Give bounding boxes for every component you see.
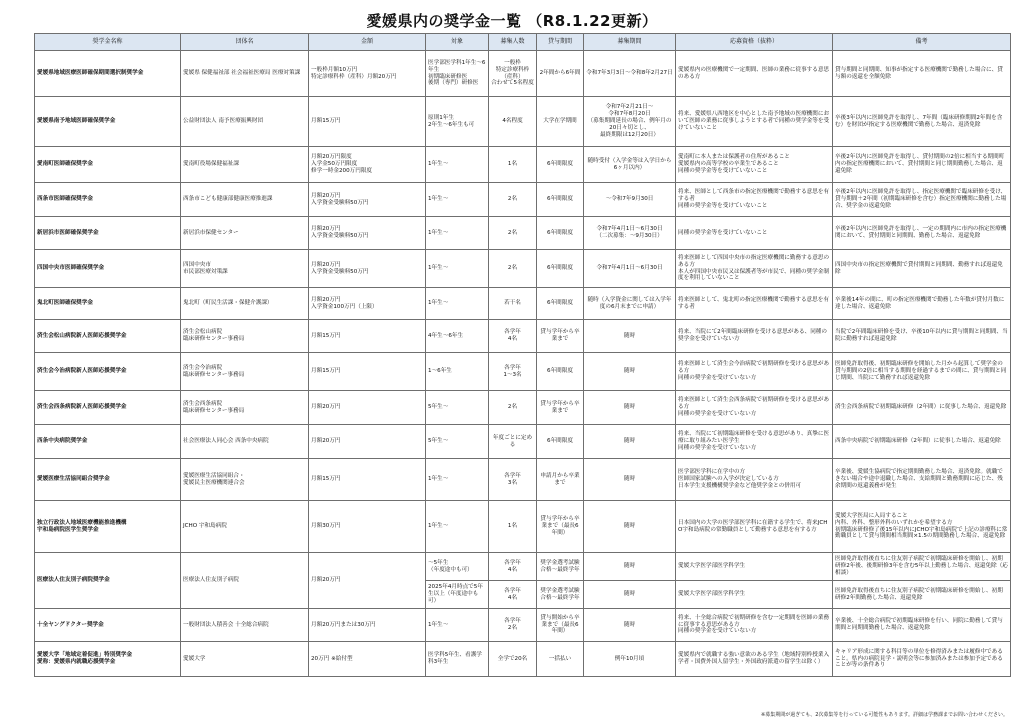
target: ～5年生 （年度途中も可） xyxy=(426,553,489,581)
target: 2025年4月時点で5年生以上（年度途中も可） xyxy=(426,581,489,609)
target: 1年生～ xyxy=(426,501,489,553)
notes: 卒業後14年の間に、町の指定医療機関で勤務した年数が貸付月数に達した場合、返還免除 xyxy=(833,288,1011,320)
application-period: 例年10月頃 xyxy=(584,642,676,677)
application-period: 令和7年4月1日～6月30日 xyxy=(584,250,676,288)
loan-period: 一括払い xyxy=(537,642,584,677)
loan-period: 6年間限度 xyxy=(537,147,584,183)
notes: 卒後2年以内に医師免許を取得し、貸付期間の2倍に相当する期間町内の指定医療機関において、貸付期間と同じ期間勤務した場合、返還免除 xyxy=(833,147,1011,183)
recruit-count: 1名 xyxy=(489,147,537,183)
recruit-count: 2名 xyxy=(489,391,537,425)
table-row xyxy=(35,183,1011,217)
qualification: 愛南町に本人または保護者の住所があること 愛媛県内の高等学校の卒業生であること 同種の奨学金等を受けていないこと xyxy=(676,147,833,183)
notes: 卒後2年以内に医師免許を取得し、一定の期間内に市内の指定医療機関において、貸付期間と同期間、勤務した場合、返還免除 xyxy=(833,217,1011,250)
notes: 当院で2年間臨床研修を受け、卒後10年以内に貸与期間と同期間、当院に勤務すれば返還免除 xyxy=(833,320,1011,353)
application-period: 随時 xyxy=(584,581,676,609)
recruit-count: 2名 xyxy=(489,217,537,250)
table-row xyxy=(35,501,1011,553)
scholarship-name: 医療法人住友別子病院奨学金 xyxy=(35,553,181,609)
recruit-count: 年度ごとに定める xyxy=(489,425,537,459)
notes: 医師免許取得後、初期臨床研修を開始した月から起算して奨学金の貸与期間の2倍に相当する期間を経過するまでの間に、貸与期間と同じ期間、当院にて勤務すれば返還免除 xyxy=(833,353,1011,391)
application-period: 随時 xyxy=(584,391,676,425)
scholarship-name: 済生会今治病院新人医師応援奨学金 xyxy=(35,353,181,391)
loan-period: 6年間限度 xyxy=(537,183,584,217)
organization: 済生会松山病院 臨床研修センター事務局 xyxy=(181,320,309,353)
organization: 公益財団法人 南予医療振興財団 xyxy=(181,97,309,147)
loan-period: 奨学金選考試験合格～最終学年 xyxy=(537,553,584,581)
loan-period: 6年間限度 xyxy=(537,353,584,391)
amount: 月額15万円 xyxy=(309,353,426,391)
footnote: ※募集期間が過ぎても、2次募集等を行っている可能性もあります。詳細は学務課までお問い合わせください。 xyxy=(761,712,1008,718)
table-row xyxy=(35,97,1011,147)
organization: 四国中央市 市民部医療対策課 xyxy=(181,250,309,288)
table-row xyxy=(35,391,1011,425)
amount: 月額15万円 xyxy=(309,320,426,353)
scholarship-name: 西条中央病院奨学金 xyxy=(35,425,181,459)
organization: 新居浜市保健センター xyxy=(181,217,309,250)
qualification: 将来医師として済生会西条病院で初期研修を受ける意思がある方 同種の奨学金を受けていない方 xyxy=(676,391,833,425)
loan-period: 6年間限度 xyxy=(537,425,584,459)
target: 4年生～6年生 xyxy=(426,320,489,353)
application-period: 随時 xyxy=(584,553,676,581)
scholarship-name: 鬼北町医師確保奨学金 xyxy=(35,288,181,320)
application-period: 令和7年4月1日～6月30日 （二次募集：～9月30日） xyxy=(584,217,676,250)
recruit-count: 各学年 4名 xyxy=(489,581,537,609)
amount: 月額20万円 入学資金受験料50万円 xyxy=(309,183,426,217)
amount: 月額30万円 xyxy=(309,501,426,553)
scholarship-table xyxy=(34,33,1011,677)
col-header-application-period: 募集期間 xyxy=(584,34,676,51)
organization: 済生会今治病院 臨床研修センター事務局 xyxy=(181,353,309,391)
notes: 卒後3年以内に医師免許を取得し、7年間（臨床研修期間2年間を含む）を財団が指定する医療機関で勤務した場合、返済免除 xyxy=(833,97,1011,147)
table-row xyxy=(35,553,1011,581)
col-header-target: 対象 xyxy=(426,34,489,51)
recruit-count: 全学で20名 xyxy=(489,642,537,677)
loan-period: 貸与学年から卒業まで xyxy=(537,320,584,353)
loan-period: 申請月から卒業まで xyxy=(537,459,584,501)
qualification: 将来医師として四国中央市の指定医療機関に勤務する意思のある方 本人が四国中央市民又は保護者等が市民で、同種の奨学金制度を利用していないこと xyxy=(676,250,833,288)
scholarship-name: 愛媛大学「地域定着促進」特別奨学金 愛称：愛媛県内就職応援奨学金 xyxy=(35,642,181,677)
col-header-name: 奨学金名称 xyxy=(35,34,181,51)
recruit-count: 各学年 4名 xyxy=(489,320,537,353)
scholarship-name: 済生会西条病院新人医師応援奨学金 xyxy=(35,391,181,425)
notes: 卒業後、愛媛生協病院で指定期間勤務した場合、返済免除。就職できない場合や途中退職した場合、支給期間と勤務期間に応じた、残余期間の返還義務が発生 xyxy=(833,459,1011,501)
amount: 月額20万円 入学資金受験料50万円 xyxy=(309,250,426,288)
notes: 四国中央市の指定医療機関で貸付期間と同期間、勤務すれば返還免除 xyxy=(833,250,1011,288)
qualification: 愛媛県内の医療機関で一定期間、医師の業務に従事する意思のある方 xyxy=(676,51,833,97)
qualification: 医学部医学科に在学中の方 医師国家試験への入学が決定している方 日本学生支援機構奨学金など他奨学金との併用可 xyxy=(676,459,833,501)
col-header-amount: 金額 xyxy=(309,34,426,51)
target: 1年生～ xyxy=(426,147,489,183)
application-period: 随時 xyxy=(584,609,676,642)
amount: 月額20万円 xyxy=(309,391,426,425)
recruit-count: 一般枠 特定診療科枠（産科） 合わせて5名程度 xyxy=(489,51,537,97)
col-header-loan-period: 貸与期間 xyxy=(537,34,584,51)
table-row xyxy=(35,217,1011,250)
organization: 愛媛医療生活協同組合・ 愛媛民主医療機関連合会 xyxy=(181,459,309,501)
application-period: 令和7年3月3日～令和8年2月27日 xyxy=(584,51,676,97)
col-header-notes: 備考 xyxy=(833,34,1011,51)
qualification: 愛媛大学医学部医学科学生 xyxy=(676,581,833,609)
scholarship-name: 十全ヤングドクター奨学金 xyxy=(35,609,181,642)
notes: 貸与期間と同期間、知事が指定する医療機関で勤務した場合に、貸与額の返還を全額免除 xyxy=(833,51,1011,97)
recruit-count: 4名程度 xyxy=(489,97,537,147)
table-row xyxy=(35,147,1011,183)
application-period: 随時 xyxy=(584,501,676,553)
recruit-count: 各学年 2名 xyxy=(489,609,537,642)
qualification: 愛媛県内で就職する強い意欲のある学生（地域特別枠授業入学者・国費外国人留学生・外国政府派遣の留学生は除く） xyxy=(676,642,833,677)
organization: 愛媛大学 xyxy=(181,642,309,677)
table-row xyxy=(35,459,1011,501)
col-header-recruit: 募集人数 xyxy=(489,34,537,51)
application-period: 随時 xyxy=(584,459,676,501)
notes: 卒業後、十全総合病院で初期臨床研修を行い、同院に勤務して貸与期間と同期間勤務した場合、返還免除 xyxy=(833,609,1011,642)
recruit-count: 2名 xyxy=(489,183,537,217)
amount: 月額20万円または30万円 xyxy=(309,609,426,642)
target: 1年生～ xyxy=(426,609,489,642)
recruit-count: 各学年 1～3名 xyxy=(489,353,537,391)
recruit-count: 各学年 3名 xyxy=(489,459,537,501)
page-title: 愛媛県内の奨学金一覧 （R8.1.22更新） xyxy=(366,12,658,30)
loan-period: 貸与学年から卒業まで xyxy=(537,391,584,425)
loan-period: 貸与学年から卒業まで（最長6年間） xyxy=(537,501,584,553)
loan-period: 6年間限度 xyxy=(537,217,584,250)
amount: 月額20万円限度 入学金50万円限度 修学一時金200万円限度 xyxy=(309,147,426,183)
target: 1年生～ xyxy=(426,217,489,250)
scholarship-name: 愛南町医師確保奨学金 xyxy=(35,147,181,183)
application-period: 随時 xyxy=(584,425,676,459)
application-period: ～令和7年9月30日 xyxy=(584,183,676,217)
qualification: 将来、愛媛県八西地区を中心とした南予地域の医療機関において医師の業務に従事しようとする者で同種の奨学金等を受けていないこと xyxy=(676,97,833,147)
organization: 済生会西条病院 臨床研修センター事務局 xyxy=(181,391,309,425)
amount: 一般枠月額10万円 特定診療科枠（産科）月額20万円 xyxy=(309,51,426,97)
organization: 愛南町役場保健福祉課 xyxy=(181,147,309,183)
target: 1年生～ xyxy=(426,288,489,320)
recruit-count: 2名 xyxy=(489,250,537,288)
application-period: 随時 xyxy=(584,353,676,391)
notes: 愛媛大学医局に入局すること 内科、外科、整形外科のいずれかを希望する方 初期臨床研修修了後15年以内にJCHO宇和島病院で上記の診療科に常勤職員として貸与期間相当期間×1.5の期間勤務した場合、返還免除 xyxy=(833,501,1011,553)
scholarship-name: 独立行政法人地域医療機能推進機構 宇和島病院医学生奨学金 xyxy=(35,501,181,553)
table-row xyxy=(35,609,1011,642)
amount: 月額15万円 xyxy=(309,97,426,147)
application-period: 令和7年2月21日～ 令和7年8月20日 （募集期間延長の場合、例年月の20日々切とし、 最終期限は12月20日） xyxy=(584,97,676,147)
scholarship-name: 四国中央市医師確保奨学金 xyxy=(35,250,181,288)
loan-period: 2年間から6年間 xyxy=(537,51,584,97)
target: 5年生～ xyxy=(426,391,489,425)
amount: 月額20万円 xyxy=(309,425,426,459)
target: 医学科5年生、看護学科3年生 xyxy=(426,642,489,677)
target: 1年生～ xyxy=(426,250,489,288)
table-row xyxy=(35,353,1011,391)
col-header-qualification: 応募資格（抜粋） xyxy=(676,34,833,51)
organization: 医療法人住友別子病院 xyxy=(181,553,309,609)
qualification: 将来、当院にて2年間臨床研修を受ける意思がある、同種の奨学金を受けていない方 xyxy=(676,320,833,353)
amount: 月額20万円 入学資金受験料50万円 xyxy=(309,217,426,250)
organization: 西条市こども健康部健康医療推進課 xyxy=(181,183,309,217)
amount: 月額20万円 入学資金100万円（上限） xyxy=(309,288,426,320)
organization: JCHO 宇和島病院 xyxy=(181,501,309,553)
scholarship-name: 愛媛県地域医療医師確保期間選択制奨学金 xyxy=(35,51,181,97)
loan-period: 貸与開始から卒業まで（最長6年間） xyxy=(537,609,584,642)
loan-period: 奨学金選考試験合格～最終学年 xyxy=(537,581,584,609)
qualification: 将来医師として、鬼北町の指定医療機関で勤務する意思を有する者 xyxy=(676,288,833,320)
amount: 月額20万円 xyxy=(309,553,426,609)
table-row xyxy=(35,320,1011,353)
table-row xyxy=(35,288,1011,320)
application-period: 随時受付（入学金等は入学日から6ヶ月以内） xyxy=(584,147,676,183)
loan-period: 6年間限度 xyxy=(537,288,584,320)
organization: 社会医療法人同心会 西条中央病院 xyxy=(181,425,309,459)
application-period: 随時 xyxy=(584,320,676,353)
notes: 済生会西条病院で初期臨床研修（2年間）に従事した場合、返還免除 xyxy=(833,391,1011,425)
recruit-count: 各学年 4名 xyxy=(489,553,537,581)
target: 原則1年生 2年生～6年生も可 xyxy=(426,97,489,147)
amount: 20万円 ※給付型 xyxy=(309,642,426,677)
notes: 卒後2年以内に医師免許を取得し、指定医療機関で臨床研修を受け、貸与期間＋2年間（初期臨床研修を含む）指定医療機関に勤務した場合、奨学金の返還免除 xyxy=(833,183,1011,217)
table-row xyxy=(35,250,1011,288)
qualification: 日本国内の大学の医学部医学科に在籍する学生で、将来JCHO宇和島病院の常勤職員として勤務する意思を有する方 xyxy=(676,501,833,553)
organization: 鬼北町（町民生活課・保健介護課） xyxy=(181,288,309,320)
notes: 西条中央病院で初期臨床研修（2年間）に従事した場合、返還免除 xyxy=(833,425,1011,459)
qualification: 同種の奨学金等を受けていないこと xyxy=(676,217,833,250)
target: 1年生～ xyxy=(426,459,489,501)
scholarship-name: 愛媛医療生活協同組合奨学金 xyxy=(35,459,181,501)
loan-period: 大学在学期間 xyxy=(537,97,584,147)
recruit-count: 若干名 xyxy=(489,288,537,320)
scholarship-name: 新居浜市医師確保奨学金 xyxy=(35,217,181,250)
amount: 月額15万円 xyxy=(309,459,426,501)
application-period: 随時（入学資金に関しては入学年度の6月末までに申請） xyxy=(584,288,676,320)
organization: 愛媛県 保健福祉部 社会福祉医療局 医療対策課 xyxy=(181,51,309,97)
qualification: 愛媛大学医学部医学科学生 xyxy=(676,553,833,581)
table-row xyxy=(35,51,1011,97)
notes: 医師免許取得後直ちに住友別子病院で初期臨床研修を開始し、初期研修2年間勤務した場合、返還免除 xyxy=(833,581,1011,609)
target: 5年生～ xyxy=(426,425,489,459)
qualification: 将来、当院にて初期臨床研修を受ける意思があり、真摯に医療に取り組みたい医学生 同種の奨学金を受けていない方 xyxy=(676,425,833,459)
col-header-org: 団体名 xyxy=(181,34,309,51)
table-row xyxy=(35,425,1011,459)
organization: 一般財団法人積善会 十全総合病院 xyxy=(181,609,309,642)
recruit-count: 1名 xyxy=(489,501,537,553)
scholarship-name: 西条市医師確保奨学金 xyxy=(35,183,181,217)
scholarship-name: 愛媛県南予地域医師確保奨学金 xyxy=(35,97,181,147)
table-header-row xyxy=(35,34,1011,51)
qualification: 将来医師として済生会今治病院で初期研修を受ける意思がある方 同種の奨学金を受けていない方 xyxy=(676,353,833,391)
target: 医学部医学科1年生～6年生 初期臨床研修医 後期（専門）研修医 xyxy=(426,51,489,97)
table-row xyxy=(35,642,1011,677)
loan-period: 6年間限度 xyxy=(537,250,584,288)
target: 1～6年生 xyxy=(426,353,489,391)
qualification: 将来、医師として西条市の指定医療機関で勤務する意思を有する者 同種の奨学金等を受けていないこと xyxy=(676,183,833,217)
qualification: 将来、十全総合病院で初期研修を含む一定期間を医師の業務に従事する意思がある方 同種の奨学金を受けていない方 xyxy=(676,609,833,642)
target: 1年生～ xyxy=(426,183,489,217)
notes: 医師免許取得後直ちに住友別子病院で初期臨床研修を開始し、初期研修2年後、後期研修3年を含む5年以上勤務した場合、返還免除（応相談） xyxy=(833,553,1011,581)
notes: キャリア形成に関する科目等の単位を修得済みまたは履修中であること。県内の病院見学・説明会等に参加済みまたは参加予定であることが等の条件あり xyxy=(833,642,1011,677)
scholarship-name: 済生会松山病院新人医師応援奨学金 xyxy=(35,320,181,353)
